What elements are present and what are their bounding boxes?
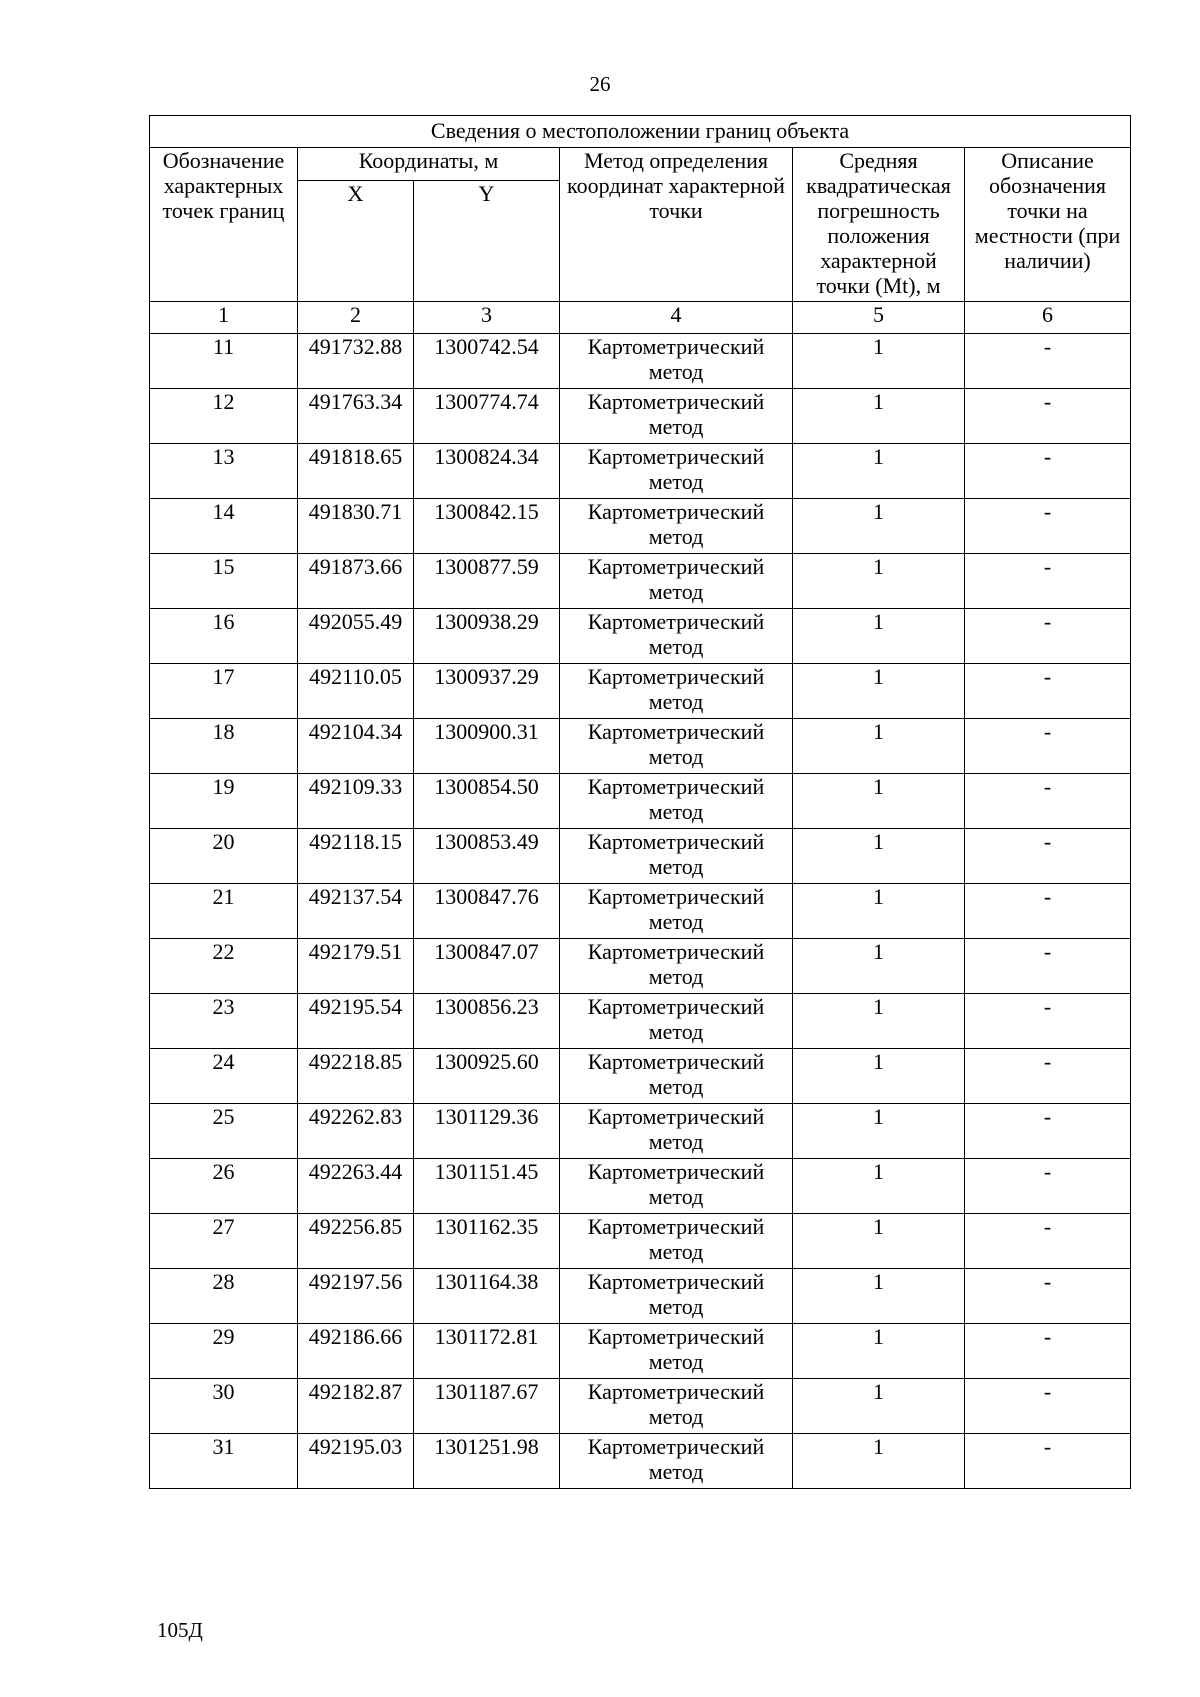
cell-y: 1300853.49 bbox=[414, 829, 560, 884]
cell-y: 1300854.50 bbox=[414, 774, 560, 829]
cell-error: 1 bbox=[793, 444, 965, 499]
cell-x: 492186.66 bbox=[298, 1324, 414, 1379]
cell-error: 1 bbox=[793, 939, 965, 994]
cell-method: Картометрический метод bbox=[560, 1324, 793, 1379]
cell-method: Картометрический метод bbox=[560, 334, 793, 389]
cell-x: 492197.56 bbox=[298, 1269, 414, 1324]
table-row bbox=[150, 994, 1131, 1049]
cell-method: Картометрический метод bbox=[560, 554, 793, 609]
page-number: 26 bbox=[589, 72, 611, 96]
cell-error: 1 bbox=[793, 1269, 965, 1324]
column-number: 3 bbox=[414, 302, 560, 334]
cell-method: Картометрический метод bbox=[560, 609, 793, 664]
table-row bbox=[150, 884, 1131, 939]
cell-description: - bbox=[965, 1104, 1131, 1159]
cell-point: 29 bbox=[150, 1324, 298, 1379]
header-point: Обозначение характерных точек границ bbox=[150, 148, 298, 302]
header-coords: Координаты, м bbox=[298, 148, 560, 181]
cell-method: Картометрический метод bbox=[560, 939, 793, 994]
table-row bbox=[150, 1104, 1131, 1159]
column-number-row bbox=[150, 302, 1131, 334]
table-row bbox=[150, 554, 1131, 609]
cell-error: 1 bbox=[793, 994, 965, 1049]
column-number: 1 bbox=[150, 302, 298, 334]
cell-description: - bbox=[965, 1324, 1131, 1379]
cell-point: 13 bbox=[150, 444, 298, 499]
table-row bbox=[150, 1269, 1131, 1324]
cell-method: Картометрический метод bbox=[560, 1049, 793, 1104]
cell-method: Картометрический метод bbox=[560, 1434, 793, 1489]
cell-point: 28 bbox=[150, 1269, 298, 1324]
cell-error: 1 bbox=[793, 1049, 965, 1104]
cell-x: 492263.44 bbox=[298, 1159, 414, 1214]
cell-error: 1 bbox=[793, 1379, 965, 1434]
cell-description: - bbox=[965, 1379, 1131, 1434]
column-number: 6 bbox=[965, 302, 1131, 334]
cell-x: 492109.33 bbox=[298, 774, 414, 829]
cell-point: 15 bbox=[150, 554, 298, 609]
cell-y: 1300824.34 bbox=[414, 444, 560, 499]
cell-x: 492110.05 bbox=[298, 664, 414, 719]
cell-y: 1300856.23 bbox=[414, 994, 560, 1049]
cell-y: 1300774.74 bbox=[414, 389, 560, 444]
cell-x: 492179.51 bbox=[298, 939, 414, 994]
cell-method: Картометрический метод bbox=[560, 1104, 793, 1159]
table-row bbox=[150, 389, 1131, 444]
cell-error: 1 bbox=[793, 774, 965, 829]
cell-point: 23 bbox=[150, 994, 298, 1049]
cell-error: 1 bbox=[793, 1104, 965, 1159]
cell-x: 492104.34 bbox=[298, 719, 414, 774]
table-row bbox=[150, 444, 1131, 499]
cell-error: 1 bbox=[793, 499, 965, 554]
boundary-coordinates-table bbox=[149, 115, 1131, 1489]
cell-method: Картометрический метод bbox=[560, 719, 793, 774]
cell-point: 17 bbox=[150, 664, 298, 719]
header-y: Y bbox=[414, 181, 560, 302]
cell-point: 18 bbox=[150, 719, 298, 774]
cell-y: 1300900.31 bbox=[414, 719, 560, 774]
cell-description: - bbox=[965, 994, 1131, 1049]
table-row bbox=[150, 829, 1131, 884]
cell-x: 492055.49 bbox=[298, 609, 414, 664]
cell-point: 31 bbox=[150, 1434, 298, 1489]
cell-description: - bbox=[965, 334, 1131, 389]
cell-y: 1300847.76 bbox=[414, 884, 560, 939]
cell-y: 1300742.54 bbox=[414, 334, 560, 389]
cell-point: 16 bbox=[150, 609, 298, 664]
table-row bbox=[150, 664, 1131, 719]
cell-description: - bbox=[965, 1434, 1131, 1489]
cell-method: Картометрический метод bbox=[560, 774, 793, 829]
cell-x: 491818.65 bbox=[298, 444, 414, 499]
cell-method: Картометрический метод bbox=[560, 444, 793, 499]
cell-y: 1301251.98 bbox=[414, 1434, 560, 1489]
column-number: 5 bbox=[793, 302, 965, 334]
header-error: Средняя квадратическая погрешность положения характерной точки (Mt), м bbox=[793, 148, 965, 302]
cell-description: - bbox=[965, 1159, 1131, 1214]
table-body bbox=[150, 334, 1131, 1489]
cell-method: Картометрический метод bbox=[560, 1379, 793, 1434]
table-row bbox=[150, 1214, 1131, 1269]
cell-point: 25 bbox=[150, 1104, 298, 1159]
cell-description: - bbox=[965, 554, 1131, 609]
cell-y: 1300842.15 bbox=[414, 499, 560, 554]
cell-y: 1301172.81 bbox=[414, 1324, 560, 1379]
cell-point: 24 bbox=[150, 1049, 298, 1104]
cell-error: 1 bbox=[793, 1324, 965, 1379]
column-number: 4 bbox=[560, 302, 793, 334]
header-method: Метод определения координат характерной точки bbox=[560, 148, 793, 302]
table-row bbox=[150, 609, 1131, 664]
cell-description: - bbox=[965, 829, 1131, 884]
cell-y: 1300937.29 bbox=[414, 664, 560, 719]
cell-x: 492195.03 bbox=[298, 1434, 414, 1489]
cell-point: 27 bbox=[150, 1214, 298, 1269]
cell-point: 22 bbox=[150, 939, 298, 994]
cell-error: 1 bbox=[793, 829, 965, 884]
cell-error: 1 bbox=[793, 719, 965, 774]
cell-x: 492256.85 bbox=[298, 1214, 414, 1269]
cell-method: Картометрический метод bbox=[560, 829, 793, 884]
table-row bbox=[150, 1434, 1131, 1489]
table-row bbox=[150, 1379, 1131, 1434]
cell-error: 1 bbox=[793, 664, 965, 719]
table-row bbox=[150, 719, 1131, 774]
cell-error: 1 bbox=[793, 554, 965, 609]
cell-description: - bbox=[965, 774, 1131, 829]
cell-description: - bbox=[965, 389, 1131, 444]
cell-method: Картометрический метод bbox=[560, 994, 793, 1049]
cell-method: Картометрический метод bbox=[560, 1214, 793, 1269]
cell-method: Картометрический метод bbox=[560, 1269, 793, 1324]
cell-description: - bbox=[965, 719, 1131, 774]
cell-description: - bbox=[965, 1214, 1131, 1269]
cell-x: 492137.54 bbox=[298, 884, 414, 939]
cell-y: 1300938.29 bbox=[414, 609, 560, 664]
cell-error: 1 bbox=[793, 884, 965, 939]
cell-error: 1 bbox=[793, 1214, 965, 1269]
cell-method: Картометрический метод bbox=[560, 884, 793, 939]
cell-y: 1301187.67 bbox=[414, 1379, 560, 1434]
cell-description: - bbox=[965, 664, 1131, 719]
cell-x: 492195.54 bbox=[298, 994, 414, 1049]
cell-description: - bbox=[965, 499, 1131, 554]
cell-y: 1301151.45 bbox=[414, 1159, 560, 1214]
cell-error: 1 bbox=[793, 1434, 965, 1489]
cell-error: 1 bbox=[793, 334, 965, 389]
cell-x: 492262.83 bbox=[298, 1104, 414, 1159]
table-row bbox=[150, 774, 1131, 829]
cell-x: 492118.15 bbox=[298, 829, 414, 884]
cell-point: 20 bbox=[150, 829, 298, 884]
table-title: Сведения о местоположении границ объекта bbox=[150, 116, 1131, 148]
cell-y: 1301162.35 bbox=[414, 1214, 560, 1269]
table-row bbox=[150, 499, 1131, 554]
cell-method: Картометрический метод bbox=[560, 1159, 793, 1214]
cell-point: 21 bbox=[150, 884, 298, 939]
cell-x: 491763.34 bbox=[298, 389, 414, 444]
cell-y: 1301129.36 bbox=[414, 1104, 560, 1159]
cell-x: 491873.66 bbox=[298, 554, 414, 609]
cell-x: 491830.71 bbox=[298, 499, 414, 554]
cell-point: 26 bbox=[150, 1159, 298, 1214]
cell-description: - bbox=[965, 884, 1131, 939]
cell-point: 30 bbox=[150, 1379, 298, 1434]
cell-x: 492218.85 bbox=[298, 1049, 414, 1104]
cell-description: - bbox=[965, 939, 1131, 994]
cell-x: 491732.88 bbox=[298, 334, 414, 389]
cell-x: 492182.87 bbox=[298, 1379, 414, 1434]
cell-y: 1301164.38 bbox=[414, 1269, 560, 1324]
cell-method: Картометрический метод bbox=[560, 389, 793, 444]
cell-description: - bbox=[965, 609, 1131, 664]
cell-point: 19 bbox=[150, 774, 298, 829]
header-description: Описание обозначения точки на местности (при наличии) bbox=[965, 148, 1131, 302]
cell-method: Картометрический метод bbox=[560, 499, 793, 554]
cell-error: 1 bbox=[793, 609, 965, 664]
cell-method: Картометрический метод bbox=[560, 664, 793, 719]
cell-description: - bbox=[965, 444, 1131, 499]
cell-error: 1 bbox=[793, 1159, 965, 1214]
table-row bbox=[150, 334, 1131, 389]
table-row bbox=[150, 1159, 1131, 1214]
cell-y: 1300847.07 bbox=[414, 939, 560, 994]
cell-y: 1300925.60 bbox=[414, 1049, 560, 1104]
header-x: X bbox=[298, 181, 414, 302]
cell-point: 14 bbox=[150, 499, 298, 554]
cell-description: - bbox=[965, 1049, 1131, 1104]
table-row bbox=[150, 1049, 1131, 1104]
column-number: 2 bbox=[298, 302, 414, 334]
footer-code: 105Д bbox=[157, 1618, 203, 1642]
cell-description: - bbox=[965, 1269, 1131, 1324]
cell-y: 1300877.59 bbox=[414, 554, 560, 609]
cell-error: 1 bbox=[793, 389, 965, 444]
table-row bbox=[150, 1324, 1131, 1379]
cell-point: 11 bbox=[150, 334, 298, 389]
cell-point: 12 bbox=[150, 389, 298, 444]
table-row bbox=[150, 939, 1131, 994]
